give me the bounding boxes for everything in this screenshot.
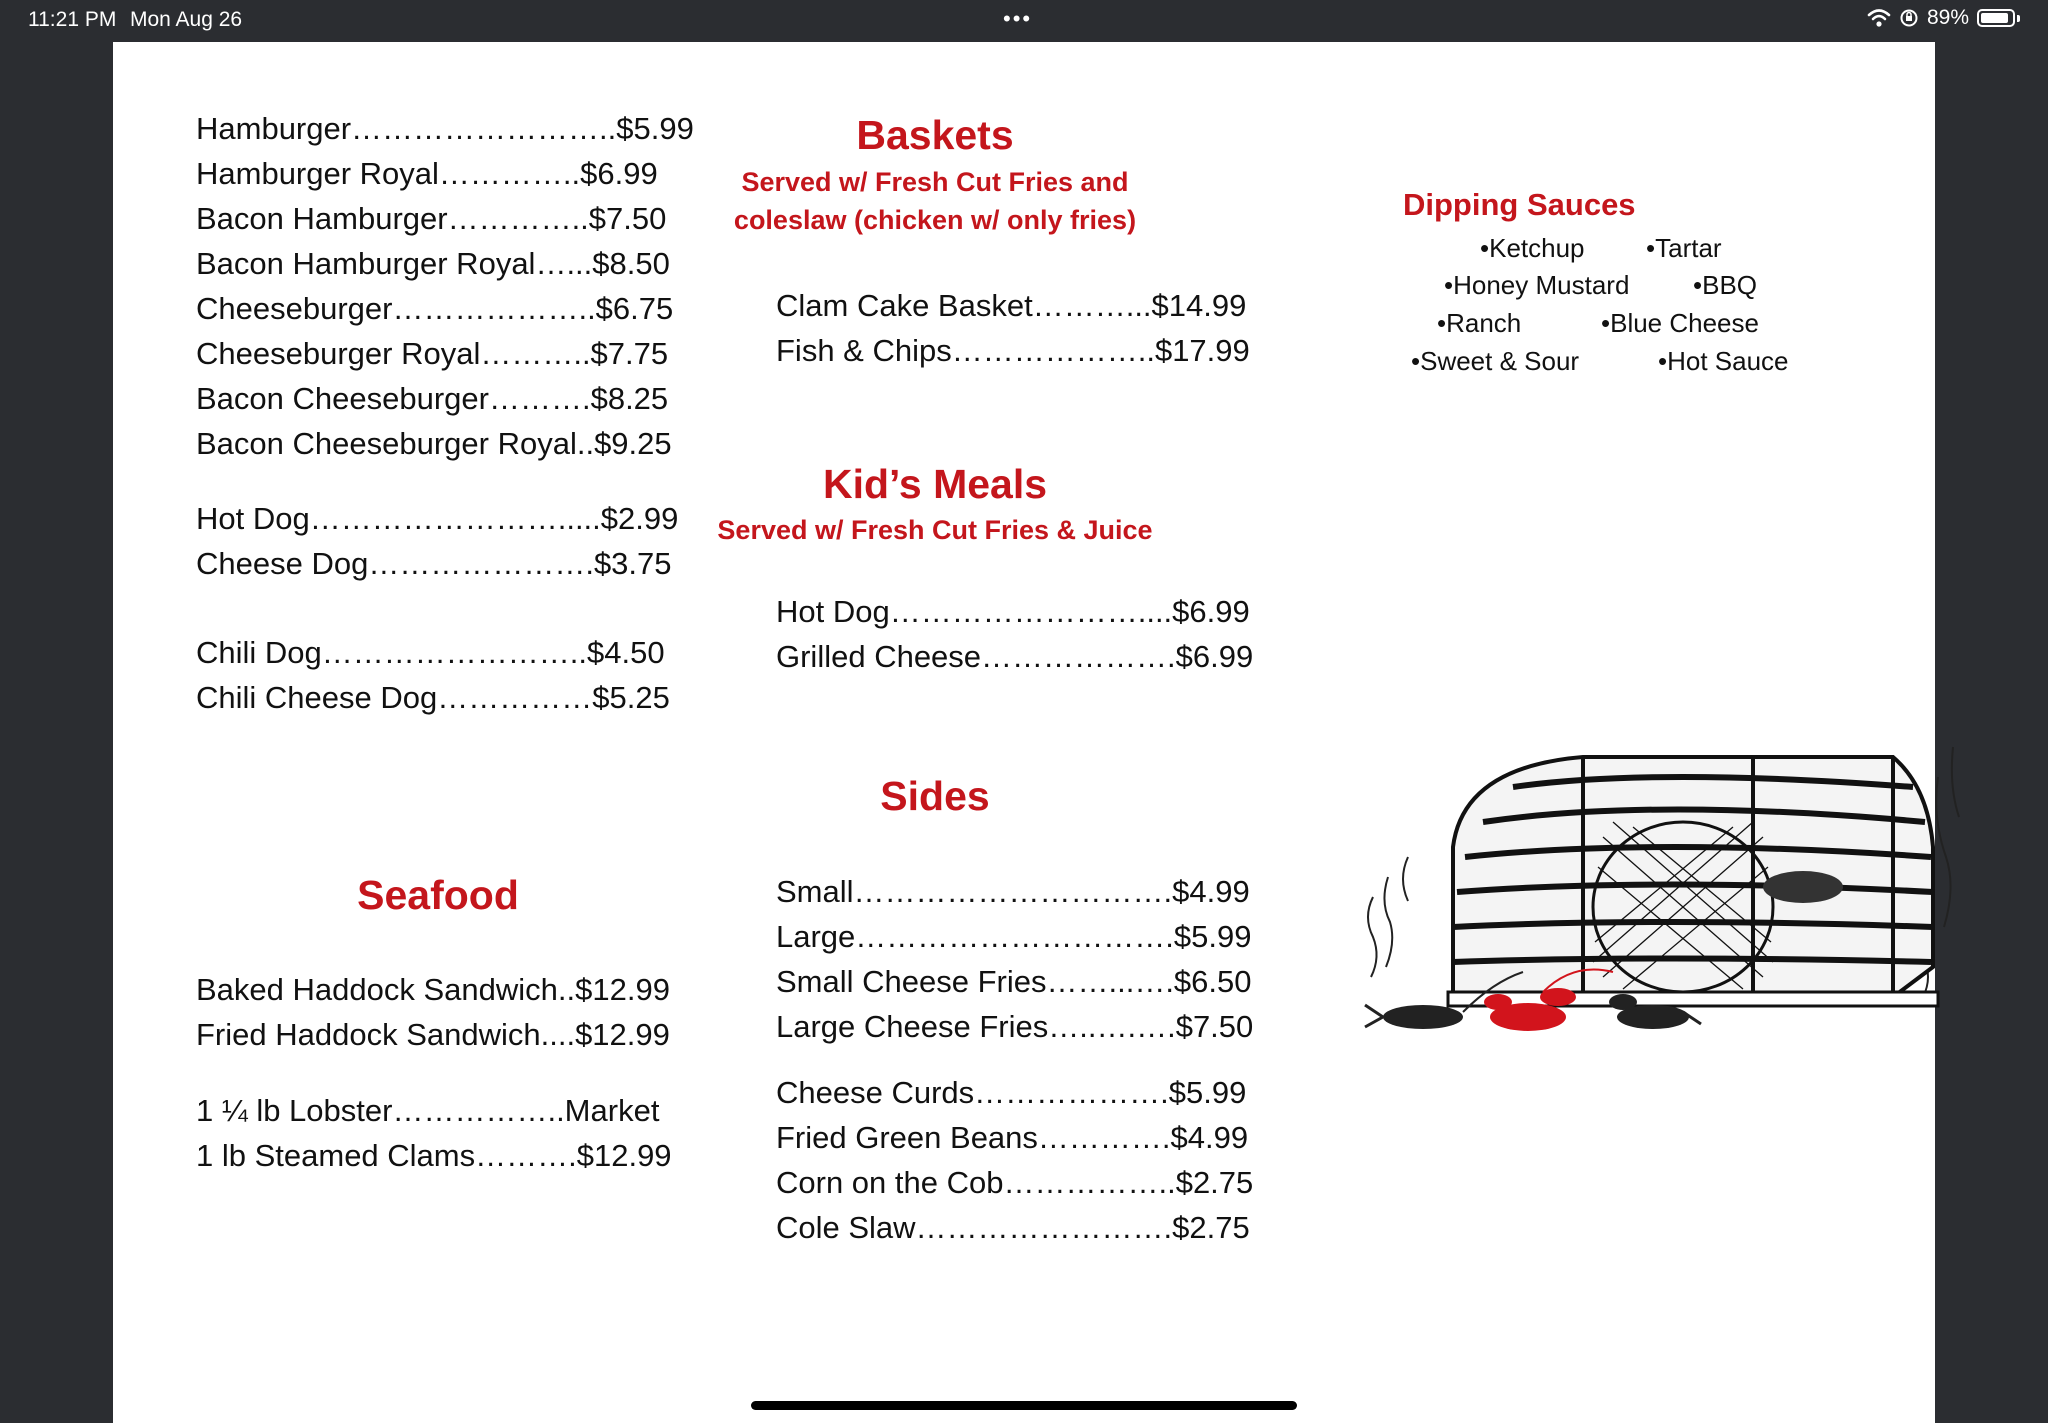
baskets-subtitle-line: Served w/ Fresh Cut Fries and <box>741 167 1129 197</box>
menu-item: Large Cheese Fries…..….….$7.50 <box>776 1009 1254 1044</box>
baskets-subtitle <box>733 163 1137 239</box>
menu-item: Cheeseburger Royal………..$7.75 <box>196 336 669 371</box>
menu-item: Fish & Chips………………..$17.99 <box>776 333 1250 368</box>
menu-item: Hamburger……………………..$5.99 <box>196 111 694 146</box>
menu-item: Small Cheese Fries……...….$6.50 <box>776 964 1252 999</box>
kids-meals-heading: Kid’s Meals <box>822 461 1048 507</box>
sides-heading: Sides <box>880 773 990 819</box>
battery-tip <box>2017 15 2020 22</box>
menu-item: Hot Dog……………………....$6.99 <box>776 594 1250 629</box>
sauce-item: •Ranch <box>1437 308 1522 338</box>
menu-item: Clam Cake Basket………...$14.99 <box>776 288 1247 323</box>
sauce-item: •Honey Mustard <box>1444 270 1630 300</box>
lobster-trap-illustration <box>1353 727 1973 1057</box>
battery-icon <box>1977 9 2015 27</box>
status-icons <box>1867 6 2020 30</box>
menu-item: Corn on the Cob……………..$2.75 <box>776 1165 1254 1200</box>
menu-item: Bacon Cheeseburger Royal..$9.25 <box>196 426 672 461</box>
multitasking-dots[interactable]: ••• <box>1003 6 1033 31</box>
menu-page <box>113 42 1935 1423</box>
seafood-heading: Seafood <box>357 872 519 918</box>
battery-fill <box>1981 13 2008 23</box>
battery-percent: 89% <box>1926 6 1969 29</box>
wifi-icon <box>1867 8 1891 28</box>
kids-meals-subtitle-text: Served w/ Fresh Cut Fries & Juice <box>717 515 1153 545</box>
menu-item: Cole Slaw…………………….$2.75 <box>776 1210 1250 1245</box>
menu-item: Hot Dog…………………….....$2.99 <box>196 501 679 536</box>
orientation-lock-icon <box>1899 8 1919 28</box>
menu-item: 1 ¼ lb Lobster……………..Market <box>196 1093 660 1128</box>
sauce-item: •Ketchup <box>1480 233 1585 263</box>
menu-item: Fried Haddock Sandwich....$12.99 <box>196 1017 670 1052</box>
baskets-subtitle-line: coleslaw (chicken w/ only fries) <box>733 205 1137 235</box>
menu-item: Chili Dog……………………..$4.50 <box>196 635 665 670</box>
status-time: 11:21 PM <box>28 8 117 31</box>
menu-item: Small………………………….$4.99 <box>776 874 1250 909</box>
menu-item: Chili Cheese Dog……………$5.25 <box>196 680 670 715</box>
dipping-sauces-heading: Dipping Sauces <box>1403 187 1636 222</box>
menu-item: 1 lb Steamed Clams……….$12.99 <box>196 1138 672 1173</box>
menu-item: Grilled Cheese……………….$6.99 <box>776 639 1254 674</box>
sauce-item: •Sweet & Sour <box>1411 346 1580 376</box>
menu-item: Large………………………….$5.99 <box>776 919 1252 954</box>
menu-item: Bacon Cheeseburger……….$8.25 <box>196 381 669 416</box>
menu-item: Cheese Dog………………….$3.75 <box>196 546 672 581</box>
kids-meals-subtitle <box>717 511 1153 549</box>
menu-item: Bacon Hamburger…………..$7.50 <box>196 201 667 236</box>
sauce-item: •Blue Cheese <box>1601 308 1759 338</box>
menu-item: Hamburger Royal…………..$6.99 <box>196 156 658 191</box>
menu-item: Bacon Hamburger Royal…...$8.50 <box>196 246 670 281</box>
home-indicator[interactable] <box>751 1401 1297 1410</box>
menu-item: Baked Haddock Sandwich..$12.99 <box>196 972 670 1007</box>
sauce-item: •Hot Sauce <box>1658 346 1789 376</box>
sauce-item: •Tartar <box>1646 233 1722 263</box>
sauce-item: •BBQ <box>1693 270 1758 300</box>
baskets-heading: Baskets <box>856 112 1014 158</box>
menu-item: Cheese Curds……………….$5.99 <box>776 1075 1247 1110</box>
status-date: Mon Aug 26 <box>130 8 243 31</box>
menu-item: Cheeseburger………………..$6.75 <box>196 291 674 326</box>
menu-item: Fried Green Beans………….$4.99 <box>776 1120 1249 1155</box>
status-bar <box>0 0 2048 42</box>
